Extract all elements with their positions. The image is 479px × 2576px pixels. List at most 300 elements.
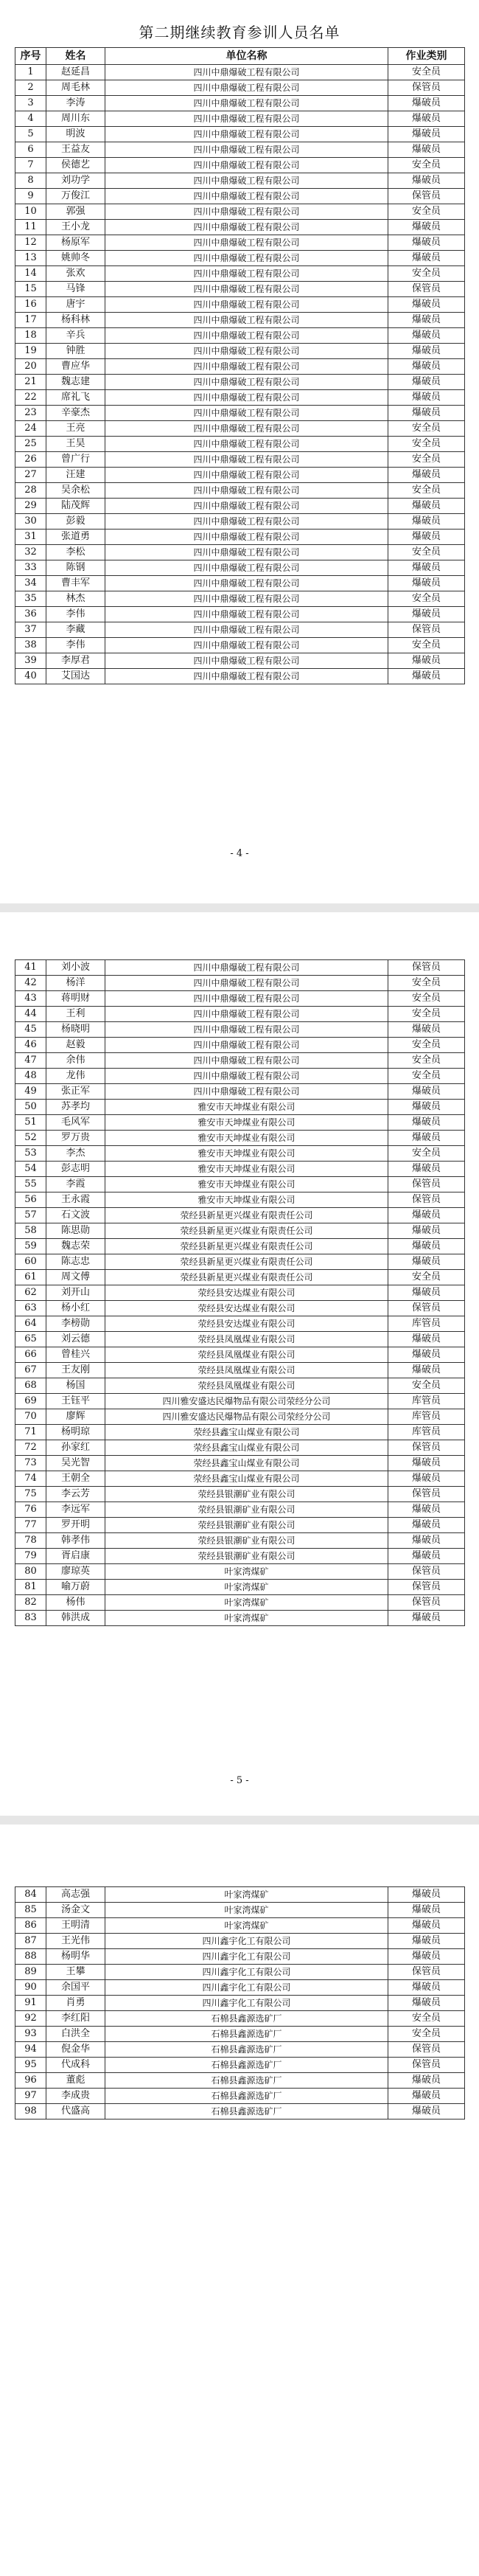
cell-unit: 四川中鼎爆破工程有限公司 <box>105 437 388 452</box>
cell-no: 84 <box>15 1887 46 1903</box>
table-row <box>15 622 465 638</box>
table-row <box>15 142 465 158</box>
cell-no: 33 <box>15 560 46 576</box>
cell-no: 7 <box>15 158 46 173</box>
cell-name: 侯德艺 <box>46 158 105 173</box>
cell-type: 爆破员 <box>388 514 465 530</box>
cell-name: 刘开山 <box>46 1285 105 1301</box>
cell-no: 29 <box>15 499 46 514</box>
document-page-1 <box>0 0 479 903</box>
cell-name: 吴余松 <box>46 483 105 499</box>
cell-unit: 荥经县新星更兴煤业有限责任公司 <box>105 1223 388 1239</box>
cell-type: 保管员 <box>388 2042 465 2058</box>
cell-name: 曾广行 <box>46 452 105 468</box>
cell-name: 孙家红 <box>46 1440 105 1456</box>
table-row <box>15 2042 465 2058</box>
cell-name: 陈志忠 <box>46 1254 105 1270</box>
cell-no: 78 <box>15 1533 46 1549</box>
cell-no: 97 <box>15 2089 46 2104</box>
cell-unit: 四川中鼎爆破工程有限公司 <box>105 96 388 111</box>
cell-name: 杨小红 <box>46 1301 105 1316</box>
table-row <box>15 1332 465 1347</box>
cell-no: 82 <box>15 1595 46 1611</box>
cell-name: 毛风军 <box>46 1115 105 1131</box>
table-row <box>15 1022 465 1038</box>
cell-no: 30 <box>15 514 46 530</box>
cell-no: 25 <box>15 437 46 452</box>
cell-no: 35 <box>15 591 46 607</box>
table-row <box>15 437 465 452</box>
table-row <box>15 991 465 1007</box>
table-row <box>15 576 465 591</box>
cell-name: 王明清 <box>46 1918 105 1934</box>
cell-unit: 荥经县银潮矿业有限公司 <box>105 1487 388 1502</box>
cell-name: 吴光智 <box>46 1456 105 1471</box>
cell-name: 余国平 <box>46 1980 105 1996</box>
cell-unit: 四川中鼎爆破工程有限公司 <box>105 297 388 313</box>
cell-unit: 四川中鼎爆破工程有限公司 <box>105 1053 388 1069</box>
cell-name: 杨科林 <box>46 313 105 328</box>
cell-unit: 四川中鼎爆破工程有限公司 <box>105 173 388 189</box>
cell-unit: 四川中鼎爆破工程有限公司 <box>105 127 388 142</box>
table-row <box>15 545 465 560</box>
table-row <box>15 638 465 653</box>
cell-no: 19 <box>15 344 46 359</box>
cell-unit: 雅安市天坤煤业有限公司 <box>105 1115 388 1131</box>
cell-name: 杨洋 <box>46 976 105 991</box>
cell-type: 安全员 <box>388 2027 465 2042</box>
cell-unit: 四川中鼎爆破工程有限公司 <box>105 1038 388 1053</box>
cell-type: 安全员 <box>388 976 465 991</box>
cell-name: 王小龙 <box>46 220 105 235</box>
cell-unit: 荥经县银潮矿业有限公司 <box>105 1502 388 1518</box>
cell-no: 72 <box>15 1440 46 1456</box>
cell-type: 爆破员 <box>388 1223 465 1239</box>
table-row <box>15 282 465 297</box>
cell-no: 16 <box>15 297 46 313</box>
cell-name: 王亮 <box>46 421 105 437</box>
table-row <box>15 1903 465 1918</box>
cell-unit: 四川中鼎爆破工程有限公司 <box>105 1084 388 1100</box>
cell-type: 爆破员 <box>388 1980 465 1996</box>
cell-type: 保管员 <box>388 1580 465 1595</box>
table-row <box>15 1378 465 1394</box>
cell-name: 钟胜 <box>46 344 105 359</box>
table-row <box>15 173 465 189</box>
cell-unit: 荥经县新星更兴煤业有限责任公司 <box>105 1270 388 1285</box>
table-row <box>15 1084 465 1100</box>
cell-unit: 荥经县凤凰煤业有限公司 <box>105 1363 388 1378</box>
cell-type: 爆破员 <box>388 1285 465 1301</box>
roster-table <box>15 1886 465 2120</box>
cell-type: 爆破员 <box>388 313 465 328</box>
cell-type: 安全员 <box>388 2011 465 2027</box>
table-row <box>15 158 465 173</box>
cell-type: 保管员 <box>388 1965 465 1980</box>
cell-type: 爆破员 <box>388 1533 465 1549</box>
cell-unit: 石棉县鑫源选矿厂 <box>105 2011 388 2027</box>
cell-name: 李霞 <box>46 1177 105 1192</box>
cell-unit: 四川中鼎爆破工程有限公司 <box>105 390 388 406</box>
table-row <box>15 1996 465 2011</box>
header-unit: 单位名称 <box>105 48 388 65</box>
cell-name: 汤金文 <box>46 1903 105 1918</box>
cell-no: 22 <box>15 390 46 406</box>
table-row <box>15 204 465 220</box>
table-row <box>15 1254 465 1270</box>
cell-type: 爆破员 <box>388 1918 465 1934</box>
cell-no: 36 <box>15 607 46 622</box>
table-row <box>15 344 465 359</box>
cell-type: 爆破员 <box>388 328 465 344</box>
cell-type: 安全员 <box>388 1053 465 1069</box>
cell-type: 爆破员 <box>388 375 465 390</box>
cell-name: 王攀 <box>46 1965 105 1980</box>
table-row <box>15 251 465 266</box>
cell-name: 董彪 <box>46 2073 105 2089</box>
cell-no: 76 <box>15 1502 46 1518</box>
cell-no: 88 <box>15 1949 46 1965</box>
cell-type: 库管员 <box>388 1316 465 1332</box>
cell-unit: 四川中鼎爆破工程有限公司 <box>105 375 388 390</box>
cell-type: 爆破员 <box>388 2089 465 2104</box>
cell-name: 杨明琼 <box>46 1425 105 1440</box>
cell-unit: 四川中鼎爆破工程有限公司 <box>105 142 388 158</box>
cell-no: 77 <box>15 1518 46 1533</box>
cell-unit: 四川中鼎爆破工程有限公司 <box>105 653 388 669</box>
table-row <box>15 80 465 96</box>
cell-name: 肖勇 <box>46 1996 105 2011</box>
table-row <box>15 591 465 607</box>
cell-unit: 四川中鼎爆破工程有限公司 <box>105 622 388 638</box>
cell-no: 62 <box>15 1285 46 1301</box>
cell-unit: 四川雅安盛达民爆物品有限公司荥经分公司 <box>105 1394 388 1409</box>
cell-name: 喻万蔚 <box>46 1580 105 1595</box>
cell-unit: 四川雅安盛达民爆物品有限公司荥经分公司 <box>105 1409 388 1425</box>
cell-type: 爆破员 <box>388 499 465 514</box>
cell-name: 杨明华 <box>46 1949 105 1965</box>
table-row <box>15 1270 465 1285</box>
cell-no: 50 <box>15 1100 46 1115</box>
cell-type: 爆破员 <box>388 1518 465 1533</box>
table-row <box>15 313 465 328</box>
cell-name: 王光伟 <box>46 1934 105 1949</box>
cell-no: 57 <box>15 1208 46 1223</box>
table-row <box>15 1347 465 1363</box>
cell-name: 王永霞 <box>46 1192 105 1208</box>
table-row <box>15 1471 465 1487</box>
table-row <box>15 297 465 313</box>
table-row <box>15 96 465 111</box>
cell-no: 93 <box>15 2027 46 2042</box>
cell-no: 91 <box>15 1996 46 2011</box>
table-row <box>15 1487 465 1502</box>
cell-unit: 四川中鼎爆破工程有限公司 <box>105 111 388 127</box>
cell-unit: 荥经县银潮矿业有限公司 <box>105 1549 388 1564</box>
cell-type: 安全员 <box>388 1270 465 1285</box>
cell-name: 赵延昌 <box>46 65 105 80</box>
cell-type: 库管员 <box>388 1409 465 1425</box>
cell-type: 爆破员 <box>388 1934 465 1949</box>
cell-name: 王钰平 <box>46 1394 105 1409</box>
cell-name: 杨伟 <box>46 1595 105 1611</box>
cell-no: 65 <box>15 1332 46 1347</box>
cell-name: 代盛高 <box>46 2104 105 2120</box>
cell-unit: 叶家湾煤矿 <box>105 1611 388 1626</box>
table-row <box>15 1007 465 1022</box>
cell-name: 廖琼英 <box>46 1564 105 1580</box>
cell-type: 爆破员 <box>388 1347 465 1363</box>
cell-unit: 四川中鼎爆破工程有限公司 <box>105 313 388 328</box>
cell-unit: 叶家湾煤矿 <box>105 1887 388 1903</box>
cell-unit: 荥经县凤凰煤业有限公司 <box>105 1332 388 1347</box>
cell-name: 彭志明 <box>46 1162 105 1177</box>
cell-unit: 荥经县鑫宝山煤业有限公司 <box>105 1456 388 1471</box>
cell-name: 李涛 <box>46 96 105 111</box>
cell-no: 34 <box>15 576 46 591</box>
cell-type: 爆破员 <box>388 2104 465 2120</box>
cell-no: 12 <box>15 235 46 251</box>
cell-type: 爆破员 <box>388 1022 465 1038</box>
table-row <box>15 111 465 127</box>
table-header-row <box>15 48 465 65</box>
cell-type: 爆破员 <box>388 235 465 251</box>
cell-no: 67 <box>15 1363 46 1378</box>
header-type: 作业类别 <box>388 48 465 65</box>
cell-unit: 四川中鼎爆破工程有限公司 <box>105 514 388 530</box>
cell-name: 张道勇 <box>46 530 105 545</box>
cell-name: 代成科 <box>46 2058 105 2073</box>
table-row <box>15 421 465 437</box>
cell-type: 爆破员 <box>388 1162 465 1177</box>
table-row <box>15 960 465 976</box>
cell-no: 24 <box>15 421 46 437</box>
cell-no: 61 <box>15 1270 46 1285</box>
document-page-3 <box>0 1825 479 2576</box>
cell-type: 安全员 <box>388 452 465 468</box>
cell-unit: 四川中鼎爆破工程有限公司 <box>105 158 388 173</box>
cell-unit: 四川鑫宇化工有限公司 <box>105 1934 388 1949</box>
cell-no: 18 <box>15 328 46 344</box>
cell-unit: 荥经县新星更兴煤业有限责任公司 <box>105 1208 388 1223</box>
cell-name: 李伟 <box>46 638 105 653</box>
cell-type: 爆破员 <box>388 468 465 483</box>
cell-name: 辛兵 <box>46 328 105 344</box>
cell-no: 58 <box>15 1223 46 1239</box>
cell-name: 李杰 <box>46 1146 105 1162</box>
cell-type: 爆破员 <box>388 607 465 622</box>
cell-type: 安全员 <box>388 65 465 80</box>
cell-name: 王友刚 <box>46 1363 105 1378</box>
cell-no: 17 <box>15 313 46 328</box>
cell-unit: 四川中鼎爆破工程有限公司 <box>105 960 388 976</box>
cell-name: 王益友 <box>46 142 105 158</box>
cell-name: 廖辉 <box>46 1409 105 1425</box>
table-row <box>15 1887 465 1903</box>
cell-type: 保管员 <box>388 282 465 297</box>
table-row <box>15 2104 465 2120</box>
cell-type: 安全员 <box>388 991 465 1007</box>
cell-type: 爆破员 <box>388 344 465 359</box>
cell-type: 安全员 <box>388 1038 465 1053</box>
cell-name: 刘云德 <box>46 1332 105 1347</box>
cell-unit: 叶家湾煤矿 <box>105 1903 388 1918</box>
cell-name: 李榜勋 <box>46 1316 105 1332</box>
table-row <box>15 1934 465 1949</box>
cell-type: 保管员 <box>388 189 465 204</box>
table-row <box>15 483 465 499</box>
cell-name: 龙伟 <box>46 1069 105 1084</box>
cell-name: 赵毅 <box>46 1038 105 1053</box>
cell-unit: 四川中鼎爆破工程有限公司 <box>105 65 388 80</box>
table-row <box>15 328 465 344</box>
cell-type: 爆破员 <box>388 1363 465 1378</box>
cell-unit: 四川中鼎爆破工程有限公司 <box>105 452 388 468</box>
cell-unit: 雅安市天坤煤业有限公司 <box>105 1146 388 1162</box>
cell-type: 爆破员 <box>388 251 465 266</box>
cell-no: 31 <box>15 530 46 545</box>
table-row <box>15 499 465 514</box>
cell-name: 王昊 <box>46 437 105 452</box>
cell-unit: 四川中鼎爆破工程有限公司 <box>105 991 388 1007</box>
cell-unit: 石棉县鑫源选矿厂 <box>105 2104 388 2120</box>
cell-no: 1 <box>15 65 46 80</box>
cell-type: 爆破员 <box>388 1502 465 1518</box>
cell-name: 郭强 <box>46 204 105 220</box>
cell-unit: 四川中鼎爆破工程有限公司 <box>105 669 388 684</box>
cell-no: 51 <box>15 1115 46 1131</box>
table-row <box>15 1146 465 1162</box>
table-row <box>15 653 465 669</box>
table-row <box>15 1363 465 1378</box>
table-row <box>15 1456 465 1471</box>
cell-type: 安全员 <box>388 1069 465 1084</box>
cell-name: 杨原军 <box>46 235 105 251</box>
table-row <box>15 1131 465 1146</box>
cell-type: 保管员 <box>388 622 465 638</box>
cell-type: 爆破员 <box>388 142 465 158</box>
table-row <box>15 452 465 468</box>
cell-unit: 四川中鼎爆破工程有限公司 <box>105 1069 388 1084</box>
cell-type: 爆破员 <box>388 1115 465 1131</box>
cell-unit: 四川中鼎爆破工程有限公司 <box>105 189 388 204</box>
cell-type: 库管员 <box>388 1394 465 1409</box>
cell-type: 保管员 <box>388 1301 465 1316</box>
cell-name: 李藏 <box>46 622 105 638</box>
table-row <box>15 2089 465 2104</box>
cell-unit: 四川中鼎爆破工程有限公司 <box>105 406 388 421</box>
cell-name: 刘小波 <box>46 960 105 976</box>
table-row <box>15 1965 465 1980</box>
cell-name: 席礼飞 <box>46 390 105 406</box>
table-row <box>15 375 465 390</box>
cell-type: 爆破员 <box>388 359 465 375</box>
cell-type: 安全员 <box>388 483 465 499</box>
cell-no: 75 <box>15 1487 46 1502</box>
cell-unit: 荥经县银潮矿业有限公司 <box>105 1533 388 1549</box>
cell-name: 李成贵 <box>46 2089 105 2104</box>
cell-type: 安全员 <box>388 158 465 173</box>
cell-name: 张正军 <box>46 1084 105 1100</box>
cell-no: 21 <box>15 375 46 390</box>
cell-name: 陆茂辉 <box>46 499 105 514</box>
table-row <box>15 2011 465 2027</box>
cell-no: 53 <box>15 1146 46 1162</box>
cell-no: 20 <box>15 359 46 375</box>
cell-unit: 叶家湾煤矿 <box>105 1564 388 1580</box>
cell-unit: 石棉县鑫源选矿厂 <box>105 2089 388 2104</box>
cell-unit: 四川中鼎爆破工程有限公司 <box>105 251 388 266</box>
table-row <box>15 1440 465 1456</box>
cell-no: 26 <box>15 452 46 468</box>
cell-name: 杨晓明 <box>46 1022 105 1038</box>
cell-type: 爆破员 <box>388 1332 465 1347</box>
cell-unit: 荥经县安达煤业有限公司 <box>105 1301 388 1316</box>
cell-unit: 叶家湾煤矿 <box>105 1918 388 1934</box>
table-row <box>15 1223 465 1239</box>
cell-no: 86 <box>15 1918 46 1934</box>
cell-no: 23 <box>15 406 46 421</box>
cell-no: 83 <box>15 1611 46 1626</box>
cell-type: 爆破员 <box>388 2073 465 2089</box>
cell-type: 安全员 <box>388 1378 465 1394</box>
cell-no: 42 <box>15 976 46 991</box>
cell-name: 周毛林 <box>46 80 105 96</box>
cell-no: 45 <box>15 1022 46 1038</box>
cell-unit: 石棉县鑫源选矿厂 <box>105 2042 388 2058</box>
cell-no: 59 <box>15 1239 46 1254</box>
cell-name: 罗万贵 <box>46 1131 105 1146</box>
cell-unit: 四川中鼎爆破工程有限公司 <box>105 483 388 499</box>
cell-unit: 四川中鼎爆破工程有限公司 <box>105 266 388 282</box>
cell-no: 68 <box>15 1378 46 1394</box>
table-row <box>15 560 465 576</box>
cell-no: 90 <box>15 1980 46 1996</box>
table-row <box>15 1549 465 1564</box>
cell-no: 48 <box>15 1069 46 1084</box>
table-row <box>15 1053 465 1069</box>
table-row <box>15 1611 465 1626</box>
cell-unit: 四川中鼎爆破工程有限公司 <box>105 530 388 545</box>
cell-unit: 荥经县鑫宝山煤业有限公司 <box>105 1425 388 1440</box>
document-page-2 <box>0 912 479 1816</box>
table-row <box>15 1192 465 1208</box>
cell-no: 8 <box>15 173 46 189</box>
cell-name: 陈思勋 <box>46 1223 105 1239</box>
cell-no: 49 <box>15 1084 46 1100</box>
table-row <box>15 189 465 204</box>
cell-unit: 荥经县凤凰煤业有限公司 <box>105 1347 388 1363</box>
cell-no: 52 <box>15 1131 46 1146</box>
table-row <box>15 359 465 375</box>
cell-name: 韩洪成 <box>46 1611 105 1626</box>
cell-type: 爆破员 <box>388 1611 465 1626</box>
table-row <box>15 1301 465 1316</box>
cell-type: 爆破员 <box>388 1903 465 1918</box>
table-row <box>15 1949 465 1965</box>
table-row <box>15 235 465 251</box>
cell-no: 37 <box>15 622 46 638</box>
cell-unit: 四川中鼎爆破工程有限公司 <box>105 576 388 591</box>
cell-type: 爆破员 <box>388 111 465 127</box>
cell-unit: 四川中鼎爆破工程有限公司 <box>105 545 388 560</box>
cell-name: 苏孝均 <box>46 1100 105 1115</box>
cell-unit: 叶家湾煤矿 <box>105 1595 388 1611</box>
cell-unit: 荥经县鑫宝山煤业有限公司 <box>105 1440 388 1456</box>
cell-type: 爆破员 <box>388 127 465 142</box>
cell-type: 爆破员 <box>388 1254 465 1270</box>
cell-unit: 四川中鼎爆破工程有限公司 <box>105 468 388 483</box>
